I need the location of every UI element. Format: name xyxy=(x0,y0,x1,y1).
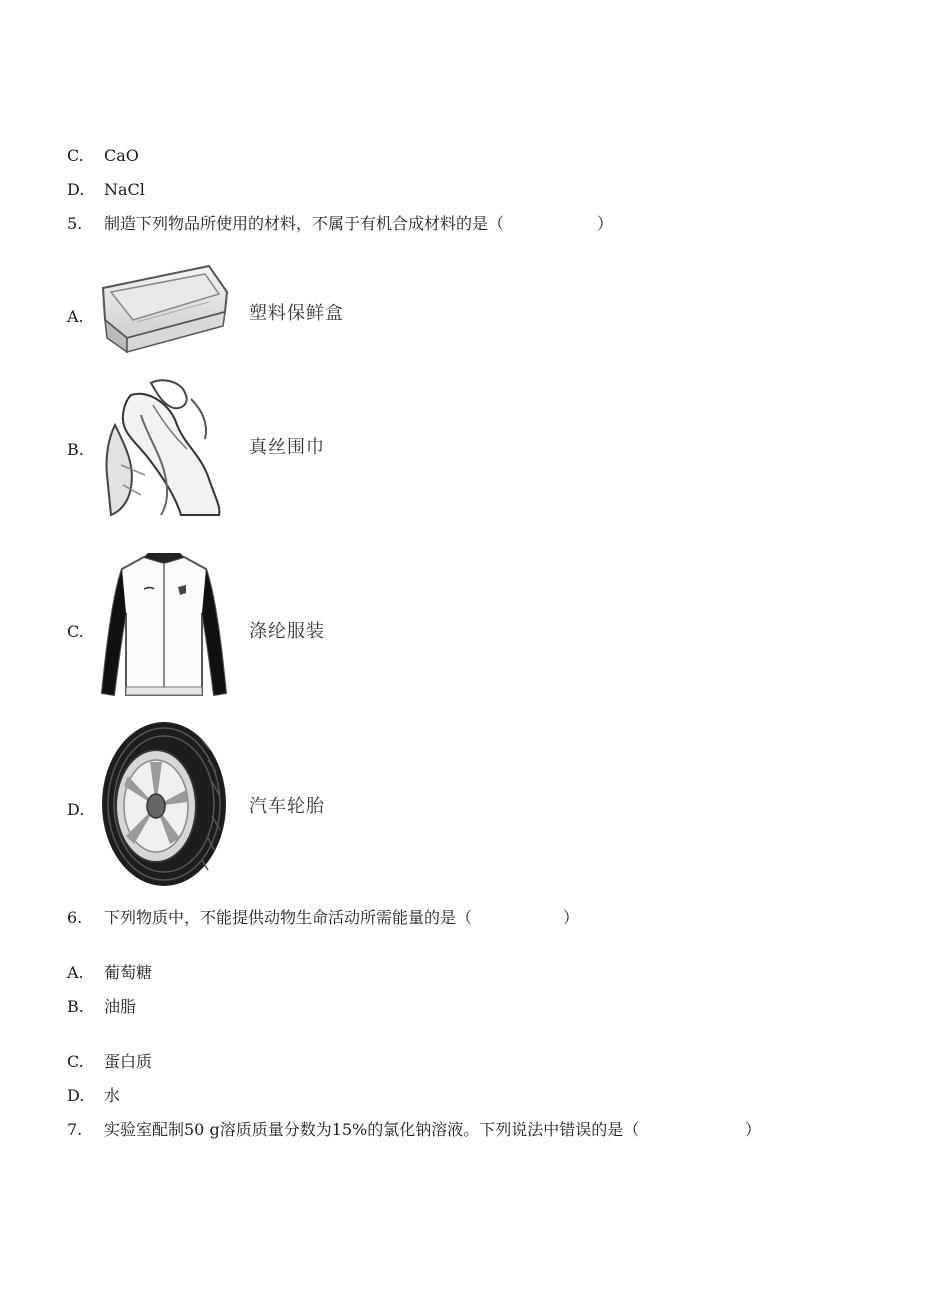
option-caption: 涤纶服装 xyxy=(249,621,325,642)
option-caption: 真丝围巾 xyxy=(249,437,325,458)
option-label: B. xyxy=(67,440,84,459)
option-label: D. xyxy=(67,800,85,819)
option-text: 油脂 xyxy=(104,997,137,1016)
option-label: A. xyxy=(67,307,84,326)
option-label: D. xyxy=(67,1086,85,1105)
answer-paren-close: ） xyxy=(597,214,614,233)
option-text: 葡萄糖 xyxy=(104,963,153,982)
option-caption: 汽车轮胎 xyxy=(249,796,325,817)
question-number: 6. xyxy=(67,908,83,927)
answer-paren-close: ） xyxy=(745,1120,762,1139)
answer-paren-close: ） xyxy=(563,908,580,927)
option-label: C. xyxy=(67,1052,84,1071)
silk-scarf-icon xyxy=(101,375,229,517)
polyester-jacket-icon xyxy=(94,553,234,701)
question-stem: 制造下列物品所使用的材料，不属于有机合成材料的是（ xyxy=(104,214,505,233)
option-text: NaCl xyxy=(104,180,145,199)
option-label: C. xyxy=(67,622,84,641)
option-text: 蛋白质 xyxy=(104,1052,153,1071)
car-tire-icon xyxy=(98,720,230,888)
question-stem: 实验室配制50 g溶质质量分数为15%的氯化钠溶液。下列说法中错误的是（ xyxy=(104,1120,640,1139)
plastic-box-icon xyxy=(97,262,231,358)
option-text: 水 xyxy=(104,1086,121,1105)
question-stem: 下列物质中，不能提供动物生命活动所需能量的是（ xyxy=(104,908,473,927)
question-number: 7. xyxy=(67,1120,83,1139)
option-label: B. xyxy=(67,997,84,1016)
option-caption: 塑料保鲜盒 xyxy=(249,303,344,324)
question-number: 5. xyxy=(67,214,83,233)
option-label: C. xyxy=(67,146,84,165)
option-label: D. xyxy=(67,180,85,199)
option-label: A. xyxy=(67,963,84,982)
option-text: CaO xyxy=(104,146,139,165)
